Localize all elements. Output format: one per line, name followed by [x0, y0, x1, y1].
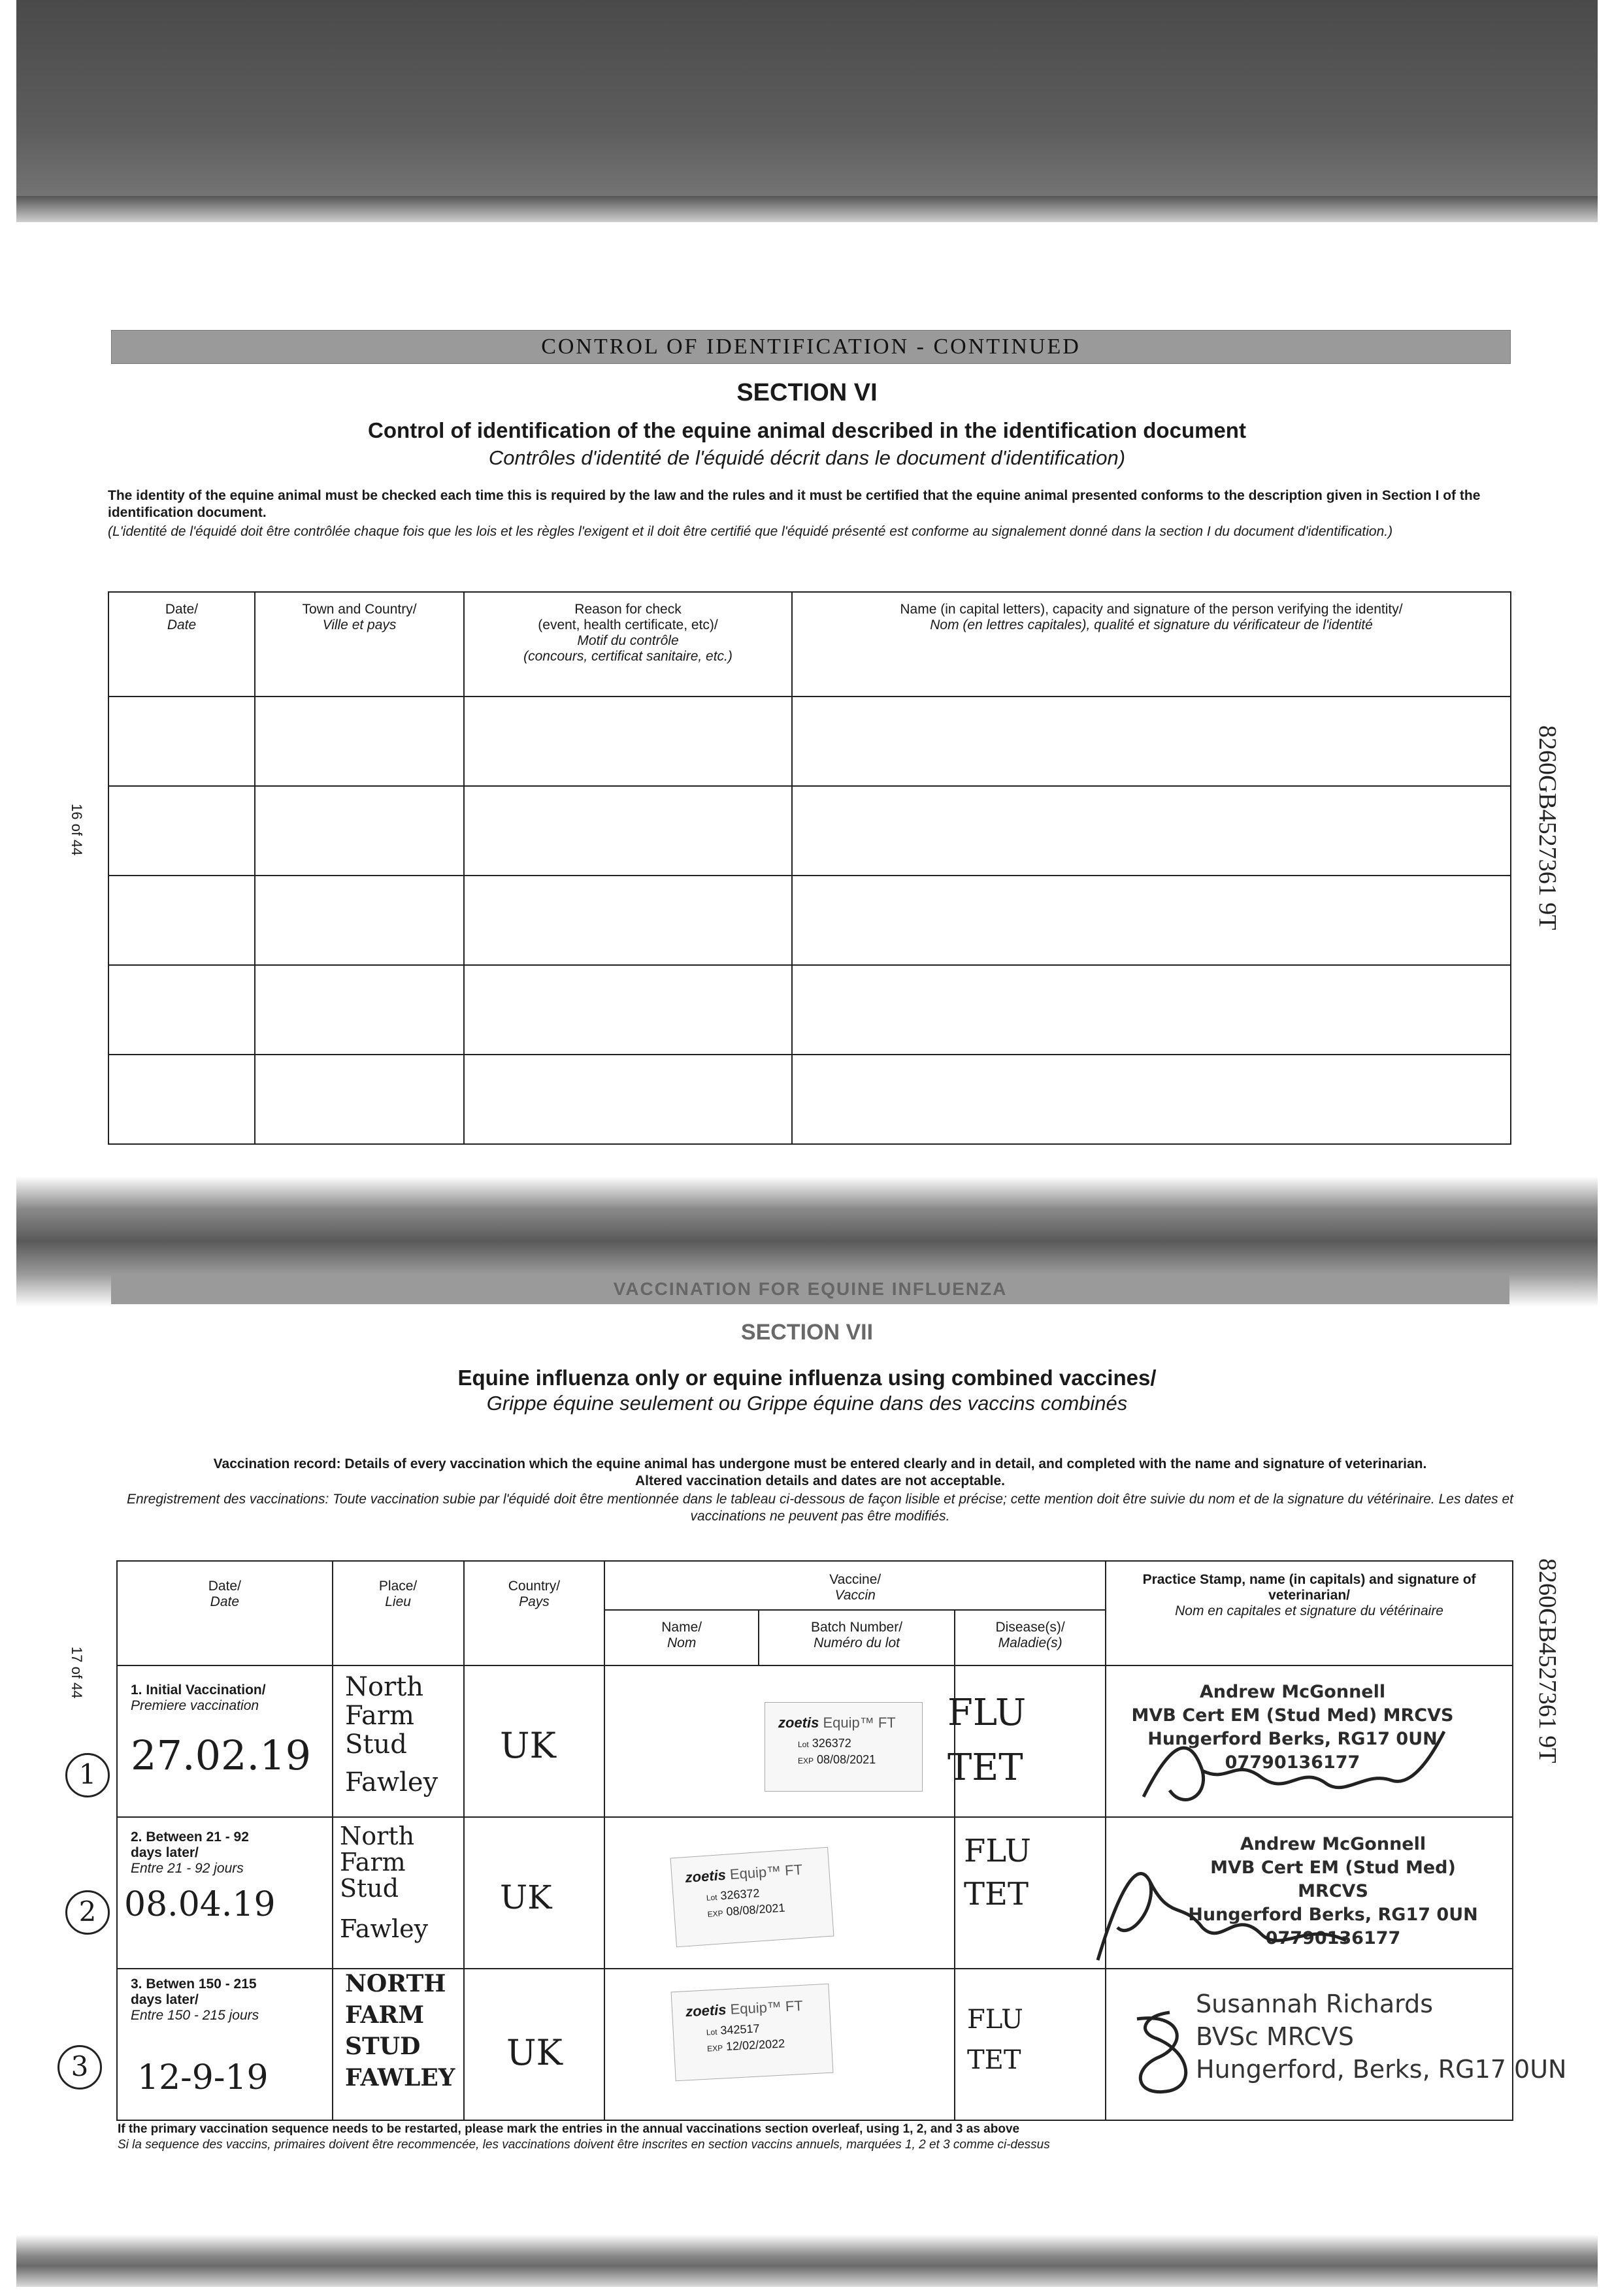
row3-sticker-exp: 12/02/2022: [725, 2037, 785, 2054]
section6-page-number: 16 of 44: [69, 804, 85, 856]
row1-place-line: Fawley: [345, 1767, 438, 1797]
row3-place-line: FAWLEY: [345, 2064, 455, 2091]
scan-shadow-top-edge: [16, 196, 1598, 222]
row3-disease-line: FLU: [967, 2005, 1023, 2035]
row1-label-en: 1. Initial Vaccination/: [131, 1682, 266, 1697]
row3-stamp-line: Hungerford, Berks, RG17 0UN: [1196, 2055, 1567, 2084]
row3-place: [345, 1968, 455, 2093]
row2-sticker-lot: 326372: [719, 1886, 761, 1903]
row1-stamp-line: Andrew McGonnell: [1199, 1682, 1386, 1702]
row3-stamp-line: Susannah Richards: [1196, 1990, 1434, 2018]
section6-band: [111, 330, 1511, 364]
row3-disease-line: TET: [967, 2045, 1021, 2075]
vac-col-vaccine-fr: Vaccin: [834, 1588, 876, 1603]
vac-col-date-fr: Date: [210, 1594, 240, 1609]
row1-label: [131, 1682, 266, 1714]
col-town-fr: Ville et pays: [322, 617, 397, 632]
vac-col-date-en: Date/: [208, 1579, 241, 1594]
row1-signature: [1130, 1718, 1470, 1829]
vac-col-batch-en: Batch Number/: [811, 1620, 903, 1635]
row1-place-line: Farm: [345, 1701, 414, 1731]
row2-stamp-line: MVB Cert EM (Stud Med) MRCVS: [1210, 1858, 1456, 1901]
row2-place-line: Fawley: [340, 1914, 429, 1943]
vac-col-name-en: Name/: [661, 1620, 702, 1635]
vac-col-vaccine-en: Vaccine/: [829, 1572, 881, 1587]
vac-col-disease-header: [955, 1610, 1106, 1665]
row1-sticker-lot-label: Lot: [798, 1740, 809, 1749]
row2-place-line: Stud: [340, 1874, 399, 1903]
vac-col-country-header: [464, 1561, 605, 1665]
row2-disease: [964, 1829, 1031, 1916]
section7-heading-en: Equine influenza only or equine influenza using combined vaccines/: [457, 1366, 1157, 1390]
section6-heading-fr: Contrôles d'identité de l'équidé décrit dans le document d'identification): [488, 446, 1126, 469]
vac-col-place-header: [333, 1561, 464, 1665]
section7-side-id: 8260GB4527361 9T: [1534, 1558, 1561, 1763]
row1-place-line: North: [345, 1672, 424, 1702]
col-date-fr: Date: [167, 617, 197, 632]
vac-col-country-en: Country/: [508, 1579, 561, 1594]
row3-sticker-exp-label: EXP: [706, 2043, 723, 2054]
row1-stamp-line: MVB Cert EM (Stud Med) MRCVS: [1131, 1705, 1454, 1726]
vac-col-batch-header: [759, 1610, 955, 1665]
row3-sticker-brand: zoetis: [685, 2001, 727, 2020]
row2-sticker-exp-label: EXP: [707, 1909, 724, 1919]
row3-mark: 3: [58, 2045, 102, 2090]
row1-disease-line: FLU: [947, 1692, 1027, 1734]
row2-sticker-lot-label: Lot: [706, 1892, 718, 1903]
section6-band-title: CONTROL OF IDENTIFICATION - CONTINUED: [541, 335, 1081, 359]
row3-disease: [967, 1999, 1023, 2080]
row2-date: 08.04.19: [124, 1885, 276, 1924]
row2-disease-line: TET: [964, 1876, 1029, 1912]
row1-sticker-lot: 326372: [812, 1737, 851, 1750]
scan-shadow-top: [16, 0, 1598, 216]
col-reason-en2: (event, health certificate, etc)/: [538, 617, 718, 632]
row1-batch-sticker: [765, 1702, 923, 1792]
vac-col-name-fr: Nom: [667, 1635, 697, 1650]
col-reason-en: Reason for check: [574, 602, 682, 617]
row2-signature: [1072, 1843, 1379, 1973]
row1-label-fr: Premiere vaccination: [131, 1698, 259, 1713]
vac-col-batch-fr: Numéro du lot: [814, 1635, 900, 1650]
section6-intro-fr: (L'identité de l'équidé doit être contrôlée chaque fois que les lois et les règles l'exigent et il doit être certifié que l'équidé présenté est conforme au signalement donné dans la section I du document d'identification.): [108, 524, 1393, 539]
row2-place-line: North: [340, 1822, 415, 1850]
section6-intro-en: The identity of the equine animal must be checked each time this is required by the law and the rules and it must be certified that the equine animal presented conforms to the description given in Section I of the identification document.: [108, 488, 1481, 520]
section7-record-en2: Altered vaccination details and dates are not acceptable.: [634, 1473, 1006, 1488]
row2-label-fr: Entre 21 - 92 jours: [131, 1861, 244, 1876]
row2-sticker-exp: 08/08/2021: [725, 1901, 786, 1918]
vac-col-disease-fr: Maladie(s): [998, 1635, 1062, 1650]
row3-signature: [1117, 2006, 1202, 2104]
vac-col-disease-en: Disease(s)/: [995, 1620, 1065, 1635]
row2-place-line: Farm: [340, 1848, 406, 1877]
section7-band-title: VACCINATION FOR EQUINE INFLUENZA: [613, 1279, 1008, 1299]
col-date-en: Date/: [165, 602, 199, 617]
col-reason-fr2: (concours, certificat sanitaire, etc.): [523, 649, 733, 664]
section7-band: [111, 1274, 1509, 1304]
col-date-header: [108, 592, 255, 697]
table-row: [108, 1055, 1511, 1144]
col-reason-fr: Motif du contrôle: [577, 633, 679, 648]
identity-check-table: [108, 591, 1511, 1145]
row2-sticker-product: Equip™ FT: [729, 1861, 803, 1883]
section7-title: SECTION VII: [740, 1320, 874, 1345]
row1-sticker-brand: zoetis: [778, 1714, 819, 1731]
row3-sticker-lot: 342517: [719, 2022, 761, 2037]
row1-country: UK: [500, 1725, 556, 1766]
section7-heading-fr: Grippe équine seulement ou Grippe équine dans des vaccins combinés: [486, 1392, 1128, 1415]
row1-place-line: Stud: [345, 1730, 407, 1760]
vac-col-vaccine-header: [604, 1561, 1106, 1610]
table-row: [108, 876, 1511, 965]
row3-label-en: 3. Betwen 150 - 215 days later/: [131, 1976, 257, 2007]
row3-place-line: FARM: [345, 2001, 425, 2029]
row3-place-line: NORTH: [345, 1970, 446, 1997]
section6-heading-en: Control of identification of the equine animal described in the identification document: [368, 418, 1246, 442]
row1-sticker-exp: 08/08/2021: [817, 1753, 876, 1766]
col-verifier-fr: Nom (en lettres capitales), qualité et signature du vérificateur de l'identité: [930, 617, 1373, 632]
section7-record-en: Vaccination record: Details of every vaccination which the equine animal has undergone must be entered clearly and in detail, and completed with the name and signature of veterinarian.: [213, 1456, 1427, 1471]
col-verifier-en: Name (in capital letters), capacity and signature of the person verifying the identity/: [900, 602, 1403, 617]
table-row: [108, 697, 1511, 786]
row2-sticker-brand: zoetis: [684, 1866, 727, 1886]
section6-side-id: 8260GB4527361 9T: [1534, 725, 1561, 930]
section7-footnote-fr: Si la sequence des vaccins, primaires doivent être recommencée, les vaccinations doivent être inscrites en section vaccins annuels, marquées 1, 2 et 3 comme ci-dessus: [118, 2138, 1050, 2152]
table-row: [108, 786, 1511, 876]
section7-record-fr: Enregistrement des vaccinations: Toute vaccination subie par l'équidé doit être mentionnée dans le tableau ci-dessous de façon lisible et précise; cette mention doit être suivie du nom et de la signature du vétérinaire. Les dates et vaccinations ne peuvent pas être modifiés.: [127, 1492, 1513, 1524]
col-town-header: [255, 592, 464, 697]
vac-col-place-en: Place/: [378, 1579, 418, 1594]
row3-batch-sticker: [671, 1984, 834, 2081]
row3-country: UK: [506, 2032, 563, 2073]
vac-col-country-fr: Pays: [519, 1594, 550, 1609]
vac-col-stamp-header: [1106, 1561, 1513, 1665]
col-verifier-header: [792, 592, 1511, 697]
row2-stamp-line: Hungerford Berks, RG17 0UN: [1188, 1905, 1478, 1925]
row1-disease-line: TET: [947, 1747, 1023, 1789]
vac-col-name-header: [604, 1610, 759, 1665]
table-row: [108, 965, 1511, 1055]
row1-mark: 1: [65, 1753, 110, 1797]
section7-footnote-en: If the primary vaccination sequence needs to be restarted, please mark the entries in the annual vaccinations section overleaf, using 1, 2, and 3 as above: [118, 2122, 1020, 2136]
row2-mark: 2: [65, 1890, 110, 1935]
row2-batch-sticker: [670, 1847, 834, 1948]
row1-stamp-line: Hungerford Berks, RG17 0UN: [1147, 1729, 1438, 1749]
row3-label-fr: Entre 150 - 215 jours: [131, 2008, 259, 2023]
vac-col-stamp-fr: Nom en capitales et signature du vétérinaire: [1175, 1603, 1443, 1618]
col-reason-header: [464, 592, 792, 697]
row3-stamp-line: BVSc MRCVS: [1196, 2022, 1354, 2051]
row1-stamp-line: 07790136177: [1225, 1752, 1360, 1773]
row2-country: UK: [500, 1878, 552, 1916]
row2-place: [340, 1823, 428, 1942]
vac-col-date-header: [117, 1561, 333, 1665]
col-town-en: Town and Country/: [302, 602, 417, 617]
row2-disease-line: FLU: [964, 1833, 1032, 1869]
row1-date: 27.02.19: [131, 1731, 312, 1779]
row3-date: 12-9-19: [137, 2058, 269, 2097]
row3-sticker-product: Equip™ FT: [729, 1997, 804, 2018]
vac-col-stamp-en: Practice Stamp, name (in capitals) and signature of veterinarian/: [1142, 1572, 1476, 1603]
vac-col-place-fr: Lieu: [385, 1594, 411, 1609]
row2-stamp-line: Andrew McGonnell: [1240, 1834, 1426, 1854]
row1-sticker-exp-label: EXP: [798, 1756, 814, 1765]
row1-place: [345, 1673, 438, 1797]
row3-label: [131, 1976, 288, 2024]
row1-sticker-product: Equip™ FT: [823, 1714, 896, 1731]
section6-title: SECTION VI: [736, 379, 878, 406]
row2-label-en: 2. Between 21 - 92 days later/: [131, 1829, 249, 1860]
row2-label: [131, 1829, 274, 1877]
row3-place-line: STUD: [345, 2033, 421, 2060]
row3-vet-stamp: [1196, 1988, 1566, 2086]
scan-shadow-bottom: [16, 2235, 1598, 2287]
row3-sticker-lot-label: Lot: [706, 2027, 717, 2037]
section7-page-number: 17 of 44: [69, 1647, 85, 1699]
row1-disease: [947, 1686, 1026, 1796]
row2-stamp-line: 07790136177: [1265, 1928, 1401, 1948]
